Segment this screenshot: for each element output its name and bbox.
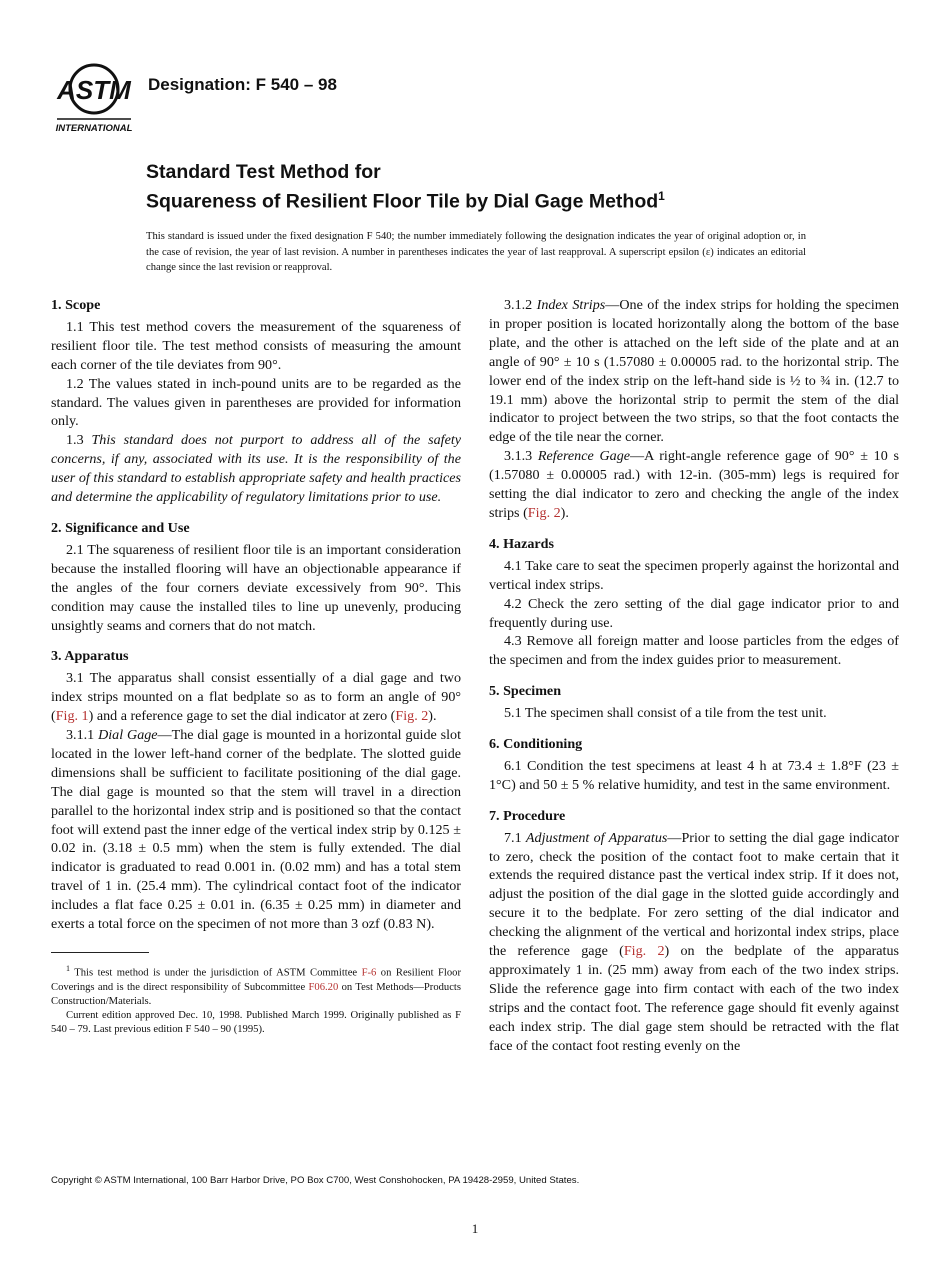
footnote-text-c: on Test Methods—Products Construction/Materials. <box>51 981 461 1007</box>
para-6-1: 6.1 Condition the test specimens at least 4 h at 73.4 ± 1.8°F (23 ± 1°C) and 50 ± 5 % relative humidity, and test in the same environment. <box>489 757 899 793</box>
para-3-1 <box>51 669 461 726</box>
para-3-1-text-b: ) and a reference gage to set the dial indicator at zero ( <box>88 708 396 725</box>
title-main: Squareness of Resilient Floor Tile by Dial Gage Method <box>146 190 659 213</box>
para-4-2: 4.2 Check the zero setting of the dial gage indicator prior to and frequently during use. <box>489 595 899 631</box>
adjustment-term: Adjustment of Apparatus <box>525 829 668 846</box>
footnote-text-a: This test method is under the jurisdiction of ASTM Committee <box>70 967 362 979</box>
section-2-heading: 2. Significance and Use <box>51 519 190 536</box>
astm-logo-mark <box>53 61 135 135</box>
section-3-heading: 3. Apparatus <box>51 648 129 665</box>
title-line-1: Standard Test Method for <box>146 161 381 183</box>
para-1-3-number: 1.3 <box>66 432 92 449</box>
para-3-1-3 <box>489 447 899 523</box>
para-7-1-number: 7.1 <box>504 829 526 846</box>
reference-gage-term: Reference Gage <box>537 448 630 465</box>
footnote-edition: Current edition approved Dec. 10, 1998. Published March 1999. Originally published as F 540 – 79. Last previous edition F 540 – 90 (1995). <box>51 1009 461 1035</box>
para-3-1-text-a: 3.1 The apparatus shall consist essentially of a dial gage and two index strips mounted on a flat bedplate so as to form an angle of 90° ( <box>51 670 461 725</box>
fig-2-link[interactable]: Fig. 2 <box>623 943 665 960</box>
para-3-1-1 <box>51 726 461 934</box>
title-footnote-mark[interactable]: 1 <box>658 189 665 203</box>
para-2-1: 2.1 The squareness of resilient floor tile is an important consideration because the installed flooring will have an objectionable appearance if the angles of the four corners deviate excessively from 90°. This condition may cause the installed tiles to line up unevenly, producing unsightly seams and corners that do not match. <box>51 541 461 634</box>
title-line-2 <box>146 184 665 214</box>
para-3-1-2-text: —One of the index strips for holding the specimen in proper position is located horizontally along the bottom of the base plate, and the other is attached on the left side of the plate and at an angle of 90° ± 10 s (1.57080 ± 0.00005 rad. to the horizontal strip. The lower end of the index strip on the left-hand side is ½ to ¾ in. (12.7 to 19.1 mm) above the horizontal strip to permit the stem of the dial indicator to project between the two strips, so that the foot contacts the edge of the tile near the corner. <box>489 297 900 446</box>
para-1-1: 1.1 This test method covers the measurement of the squareness of resilient floor tile. The test method consists of measuring the amount each corner of the tile deviates from 90°. <box>51 318 461 373</box>
page-number: 1 <box>471 1221 479 1236</box>
fig-2-link[interactable]: Fig. 2 <box>527 504 561 521</box>
para-1-2: 1.2 The values stated in inch-pound units are to be regarded as the standard. The values given in parentheses are provided for information only. <box>51 375 461 430</box>
para-3-1-1-number: 3.1.1 <box>66 727 99 744</box>
designation: Designation: F 540 – 98 <box>148 75 337 94</box>
para-3-1-2-number: 3.1.2 <box>504 297 537 313</box>
para-7-1 <box>489 829 899 1056</box>
dial-gage-term: Dial Gage <box>98 727 158 744</box>
fig-1-link[interactable]: Fig. 1 <box>55 708 89 725</box>
footnote-1 <box>51 962 461 1009</box>
para-3-1-1-text: —The dial gage is mounted in a horizontal guide slot located in the lower left-hand corner of the bedplate. The slotted guide dimensions shall be sufficient to facilitate positioning of the dial gage. The dial gage is mounted so that the stem will travel in a direction parallel to the horizontal index strip and is positioned so that the contact foot will extend past the inner edge of the vertical index strip by 0.125 ± 0.02 in. (3.18 ± 0.5 mm) when the stem is fully extended. The dial indicator is graduated to read 0.001 in. (0.02 mm) and has a total stem travel of 1 in. (25.4 mm). The cylindrical contact foot of the indicator includes a flat face 0.25 ± 0.01 in. (6.35 ± 0.25 mm) in diameter and exerts a total force on the specimen of not more than 3 ozf (0.83 N). <box>51 727 461 933</box>
fig-2-link[interactable]: Fig. 2 <box>395 708 429 725</box>
index-strips-term: Index Strips <box>536 297 606 313</box>
para-3-1-3-end: ). <box>560 504 569 521</box>
section-4-heading: 4. Hazards <box>489 535 554 552</box>
footnote-mark: 1 <box>66 964 70 973</box>
subcommittee-f0620-link[interactable]: F06.20 <box>308 981 339 993</box>
para-1-3 <box>51 431 461 507</box>
footnote-rule <box>51 952 149 953</box>
right-column <box>489 296 899 1056</box>
issuance-notice: This standard is issued under the fixed designation F 540; the number immediately following the designation indicates the year of original adoption or, in the case of revision, the year of last revision. A number in parentheses indicates the year of last reapproval. A superscript epsilon (ε) indicates an editorial change since the last revision or reapproval. <box>146 231 806 273</box>
para-4-1: 4.1 Take care to seat the specimen properly against the horizontal and vertical index strips. <box>489 557 899 593</box>
section-7-heading: 7. Procedure <box>489 807 566 824</box>
left-column <box>51 296 461 1037</box>
section-1-heading: 1. Scope <box>51 297 101 313</box>
para-3-1-3-text: —A right-angle reference gage of 90° ± 10 s (1.57080 ± 0.00005 rad.) with 12-in. (305-mm) legs is required for setting the dial indicator to zero and checking the angle of the index strips ( <box>489 448 899 521</box>
committee-f6-link[interactable]: F-6 <box>361 967 377 979</box>
footnote-text-b: on Resilient Floor Coverings and is the direct responsibility of Subcommittee <box>51 967 461 993</box>
section-5-heading: 5. Specimen <box>489 683 562 700</box>
document-title <box>146 160 665 214</box>
astm-logo <box>53 61 135 135</box>
section-6-heading: 6. Conditioning <box>489 736 583 753</box>
para-3-1-text-c: ). <box>428 708 437 725</box>
logo-wordmark: INTERNATIONAL <box>55 123 133 134</box>
para-1-3-text: This standard does not purport to address all of the safety concerns, if any, associated with its use. It is the responsibility of the user of this standard to establish appropriate safety and health practices and determine the applicability of regulatory limitations prior to use. <box>51 432 461 506</box>
copyright-line: Copyright © ASTM International, 100 Barr Harbor Drive, PO Box C700, West Conshohocken, PA 19428-2959, United States. <box>51 1175 580 1186</box>
para-7-1-text-a: —Prior to setting the dial gage indicator to zero, check the position of the contact foot to make certain that it extends the required distance past the vertical index strip. If it does not, adjust the position of the dial gage in the slotted guide accordingly and secure it to the bedplate. For zero setting of the dial indicator and checking the alignment of the vertical and horizontal index strips, place the reference gage ( <box>489 829 900 960</box>
para-4-3: 4.3 Remove all foreign matter and loose particles from the edges of the specimen and from the index guides prior to measurement. <box>489 633 899 669</box>
footnote-section <box>51 952 461 1037</box>
para-3-1-3-number: 3.1.3 <box>504 448 538 465</box>
svg-text:ASTM: ASTM <box>57 75 131 105</box>
para-7-1-text-b: ) on the bedplate of the apparatus approximately 1 in. (25 mm) away from each of the two index strips. Slide the reference gage into firm contact with each of the two index strips and the contact foot. The reference gage should fit evenly against each index strip. The dial gage stem should be retracted with the flat face of the contact foot resting evenly on the <box>489 943 899 1054</box>
para-3-1-2 <box>489 296 899 447</box>
para-5-1: 5.1 The specimen shall consist of a tile from the test unit. <box>504 705 827 722</box>
